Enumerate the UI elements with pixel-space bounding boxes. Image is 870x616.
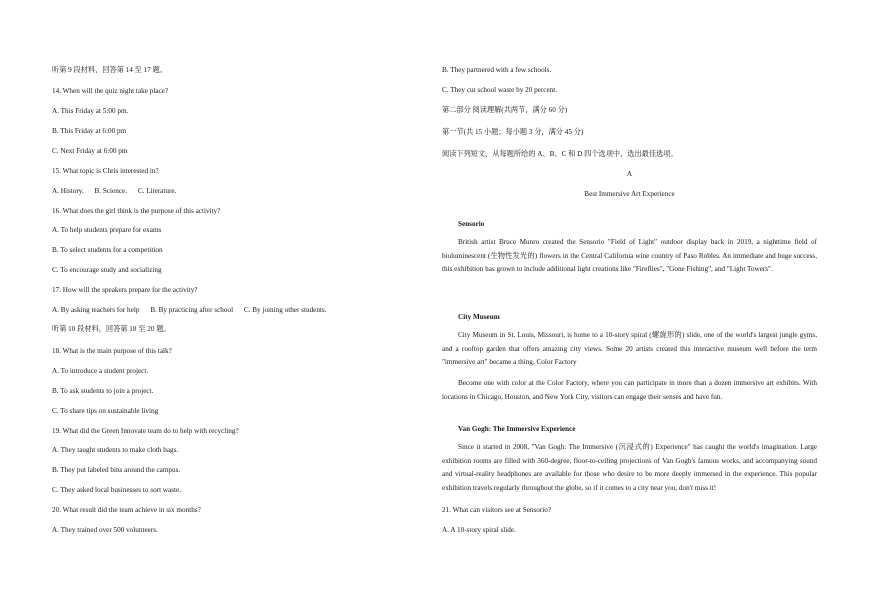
passage-letter: A [626,170,633,178]
question-18: 18. What is the main purpose of this talk? [52,347,172,355]
q18-option-b: B. To ask students to join a project. [52,387,154,395]
question-15: 15. What topic is Chris interested in? [52,167,159,175]
q20-option-b: B. They partnered with a few schools. [442,66,552,74]
city-museum-paragraph: City Museum in St. Louis, Missouri, is home to a 10-story spiral (螺旋形的) slide, one of the world's largest jungle gyms, and a rooftop garden that offers amazing city views. Some 20 artists created this interactive museum well before the term "immersive art" became a thing. Color Factory [442,331,817,367]
part-two-heading: 第二部分 阅读理解(共两节，满分 60 分) [442,106,568,114]
question-14: 14. When will the quiz night take place? [52,87,169,95]
q19-option-c: C. They asked local businesses to sort waste. [52,486,182,494]
sensorio-heading: Sensorio [458,220,485,228]
q17-option-b: B. By practicing after school [150,306,234,314]
reading-instructions: 阅读下列短文，从每题所给的 A、B、C 和 D 四个选项中，选出最佳选项。 [442,150,678,158]
q15-option-b: B. Science. [94,187,128,195]
q20-option-c: C. They cut school waste by 20 percent. [442,86,558,94]
q19-option-b: B. They put labeled bins around the campus. [52,466,181,474]
question-19: 19. What did the Green Innovate team do to help with recycling? [52,427,239,435]
q16-option-a: A. To help students prepare for exams [52,226,162,234]
question-21: 21. What can visitors see at Sensorio? [442,506,552,514]
q16-option-c: C. To encourage study and socializing [52,266,162,274]
q17-option-c: C. By joining other students. [243,306,327,314]
q15-option-a: A. History. [52,187,84,195]
q15-options [52,187,176,196]
color-factory-paragraph: Become one with color at the Color Factory, where you can participate in more than a dozen immersive art exhibits. With locations in Chicago, Houston, and New York City, visitors can engage their senses and have fun. [442,379,817,401]
q15-option-c: C. Literature. [137,187,177,195]
question-20: 20. What result did the team achieve in six months? [52,506,201,514]
q20-option-a: A. They trained over 500 volunteers. [52,526,158,534]
q17-options [52,306,327,315]
city-museum-heading: City Museum [458,313,500,321]
q18-option-a: A. To introduce a student project. [52,367,149,375]
q14-option-c: C. Next Friday at 6:00 pm [52,147,128,155]
q21-option-a: A. A 10-story spiral slide. [442,526,516,534]
q19-option-a: A. They taught students to make cloth bags. [52,446,179,454]
question-17: 17. How will the speakers prepare for the activity? [52,286,198,294]
q17-option-a: A. By asking teachers for help [52,306,140,314]
q18-option-c: C. To share tips on sustainable living [52,407,159,415]
q14-option-a: A. This Friday at 5:00 pm. [52,107,129,115]
q14-option-b: B. This Friday at 6:00 pm [52,127,127,135]
sensorio-paragraph: British artist Bruce Munro created the Sensorio "Field of Light" outdoor display back in 2019, a nighttime field of bioluminescent (生物性发光的) flowers in the Central California wine country of Paso Robles. An immediate and huge success, this exhibition has grown to include additional light creations like "Fireflies", "Gone Fishing", and "Light Towers". [442,238,817,274]
section-intro-9: 听第 9 段材料，回答第 14 至 17 题。 [52,66,168,74]
passage-title: Best Immersive Art Experience [584,190,675,198]
section-intro-10: 听第 10 段材料，回答第 18 至 20 题。 [52,325,171,333]
van-gogh-heading: Van Gogh: The Immersive Experience [458,425,576,433]
van-gogh-paragraph: Since it started in 2008, "Van Gogh: The Immersive (沉浸式的) Experience" has caught the world's imagination. Large exhibition rooms are filled with 360-degree, floor-to-ceiling projections of Van Gogh's famous works, and accompanying sound and virtual-reality headphones are available for those who desire to be more deeply immersed in the experience. This popular exhibition travels regularly throughout the globe, so if it comes to a city near you, don't miss it! [442,443,817,492]
question-16: 16. What does the girl think is the purpose of this activity? [52,207,221,215]
q16-option-b: B. To select students for a competition [52,246,163,254]
section-one-heading: 第一节(共 15 小题；每小题 3 分，满分 45 分) [442,128,584,136]
